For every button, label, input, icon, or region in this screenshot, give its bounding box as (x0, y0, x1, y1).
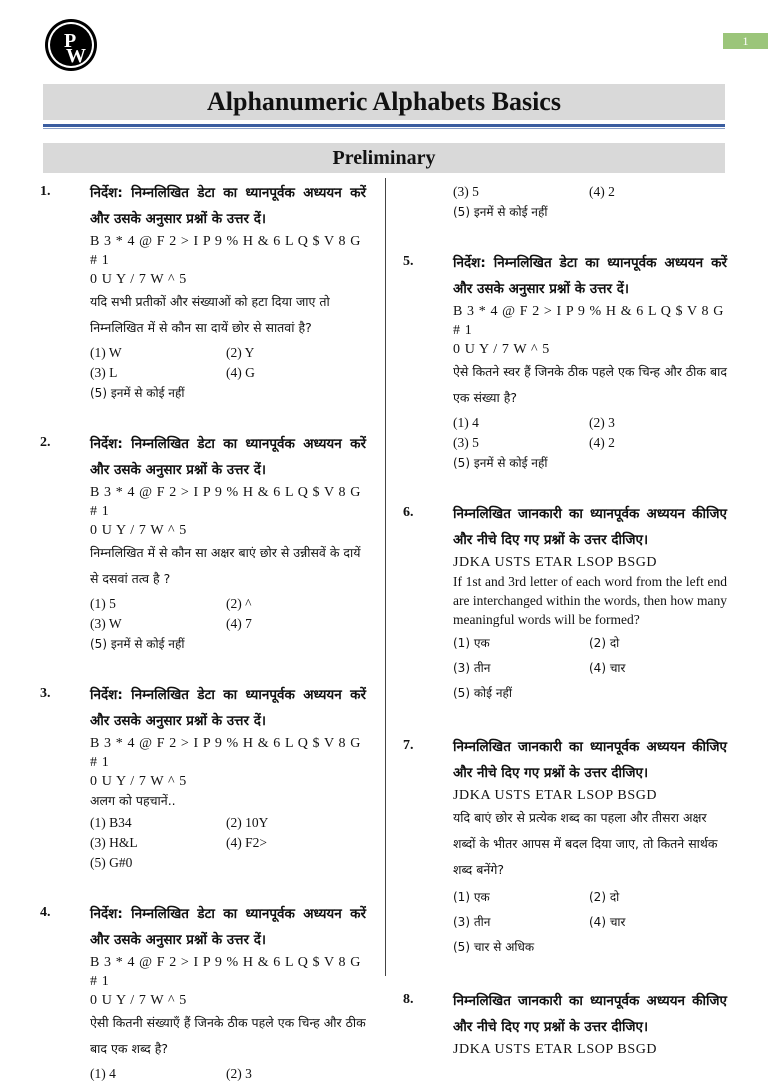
question-7 (403, 734, 727, 960)
question-text: यदि सभी प्रतीकों और संख्याओं को हटा दिया जाए तो निम्नलिखित में से कौन सा दायें छोर से सातवां है? (90, 294, 330, 335)
question-4 (40, 901, 366, 1084)
option-3[interactable]: (3) 5 (453, 435, 479, 450)
sequence-line-1: B 3 * 4 @ F 2 > I P 9 % H & 6 L Q $ V 8 G # 1 (90, 234, 361, 268)
option-5[interactable]: (5) G#0 (90, 855, 133, 870)
svg-text:W: W (66, 45, 86, 67)
option-5[interactable]: (5) इनमें से कोई नहीं (90, 386, 185, 400)
option-4[interactable]: (4) F2> (226, 835, 267, 850)
option-1[interactable]: (1) 4 (453, 415, 479, 430)
directions: निर्देश: निम्नलिखित डेटा का ध्यानपूर्वक अध्ययन करें और उसके अनुसार प्रश्नों के उत्तर दें। (453, 255, 727, 297)
directions: निम्नलिखित जानकारी का ध्यानपूर्वक अध्ययन कीजिए और नीचे दिए गए प्रश्नों के उत्तर दीजिए। (453, 993, 727, 1035)
question-text: निम्नलिखित में से कौन सा अक्षर बाएं छोर से उन्नीसवें के दायें से दसवां तत्व है ? (90, 545, 361, 586)
option-4[interactable]: (4) 7 (226, 616, 252, 631)
sequence-line-2: 0 U Y / 7 W ^ 5 (90, 523, 187, 538)
option-4[interactable]: (4) चार (589, 915, 626, 929)
question-6 (403, 501, 727, 706)
sequence-line-1: B 3 * 4 @ F 2 > I P 9 % H & 6 L Q $ V 8 G # 1 (453, 304, 724, 338)
sequence-line-2: 0 U Y / 7 W ^ 5 (453, 342, 550, 357)
option-1[interactable]: (1) 4 (90, 1066, 116, 1081)
option-3[interactable]: (3) तीन (453, 661, 491, 675)
option-4[interactable]: (4) G (226, 365, 255, 380)
question-5 (403, 250, 727, 473)
word-list: JDKA USTS ETAR LSOP BSGD (453, 788, 658, 803)
option-2[interactable]: (2) दो (589, 636, 620, 650)
left-column (40, 180, 366, 1084)
question-text: If 1st and 3rd letter of each word from the left end are interchanged within the words, then how many meaningful words will be formed? (453, 574, 727, 627)
section-heading: Preliminary (43, 143, 725, 173)
question-text: अलग को पहचानें.. (90, 793, 176, 808)
question-number: 5. (403, 254, 414, 269)
directions: निर्देश: निम्नलिखित डेटा का ध्यानपूर्वक अध्ययन करें और उसके अनुसार प्रश्नों के उत्तर दें। (90, 436, 366, 478)
option-5[interactable]: (5) कोई नहीं (453, 686, 512, 700)
word-list: JDKA USTS ETAR LSOP BSGD (453, 1042, 658, 1057)
question-number: 4. (40, 905, 51, 920)
directions: निर्देश: निम्नलिखित डेटा का ध्यानपूर्वक अध्ययन करें और उसके अनुसार प्रश्नों के उत्तर दें। (90, 906, 366, 948)
option-2[interactable]: (2) दो (589, 890, 620, 904)
option-2[interactable]: (2) ^ (226, 596, 252, 611)
option-5[interactable]: (5) इनमें से कोई नहीं (90, 637, 185, 651)
option-3[interactable]: (3) H&L (90, 835, 138, 850)
question-number: 7. (403, 738, 414, 753)
word-list: JDKA USTS ETAR LSOP BSGD (453, 555, 658, 570)
page-title: Alphanumeric Alphabets Basics (43, 84, 725, 120)
question-2 (40, 431, 366, 654)
right-column (403, 180, 727, 1059)
sequence-line-1: B 3 * 4 @ F 2 > I P 9 % H & 6 L Q $ V 8 G # 1 (90, 955, 361, 989)
option-3[interactable]: (3) L (90, 365, 118, 380)
sequence-line-1: B 3 * 4 @ F 2 > I P 9 % H & 6 L Q $ V 8 G # 1 (90, 485, 361, 519)
option-1[interactable]: (1) B34 (90, 815, 132, 830)
directions: निम्नलिखित जानकारी का ध्यानपूर्वक अध्ययन कीजिए और नीचे दिए गए प्रश्नों के उत्तर दीजिए। (453, 739, 727, 781)
question-text: ऐसी कितनी संख्याएँ हैं जिनके ठीक पहले एक चिन्ह और ठीक बाद एक शब्द है? (90, 1015, 366, 1056)
directions: निर्देश: निम्नलिखित डेटा का ध्यानपूर्वक अध्ययन करें और उसके अनुसार प्रश्नों के उत्तर दें। (90, 687, 366, 729)
page-number: 1 (723, 33, 768, 49)
sequence-line-2: 0 U Y / 7 W ^ 5 (90, 774, 187, 789)
option-1[interactable]: (1) W (90, 345, 122, 360)
option-2[interactable]: (2) 10Y (226, 815, 269, 830)
option-1[interactable]: (1) 5 (90, 596, 116, 611)
option-4[interactable]: (4) 2 (589, 435, 615, 450)
directions: निर्देश: निम्नलिखित डेटा का ध्यानपूर्वक अध्ययन करें और उसके अनुसार प्रश्नों के उत्तर दें। (90, 185, 366, 227)
option-2[interactable]: (2) 3 (226, 1066, 252, 1081)
directions: निम्नलिखित जानकारी का ध्यानपूर्वक अध्ययन कीजिए और नीचे दिए गए प्रश्नों के उत्तर दीजिए। (453, 506, 727, 548)
column-divider (385, 178, 386, 976)
sequence-line-2: 0 U Y / 7 W ^ 5 (90, 272, 187, 287)
sequence-line-2: 0 U Y / 7 W ^ 5 (90, 993, 187, 1008)
option-2[interactable]: (2) 3 (589, 415, 615, 430)
svg-text:P: P (64, 30, 77, 52)
pw-logo (44, 18, 98, 72)
option-3[interactable]: (3) 5 (453, 184, 479, 199)
option-4[interactable]: (4) 2 (589, 184, 615, 199)
question-text: ऐसे कितने स्वर हैं जिनके ठीक पहले एक चिन्ह और ठीक बाद एक संख्या है? (453, 364, 727, 405)
option-5[interactable]: (5) इनमें से कोई नहीं (453, 205, 548, 219)
option-1[interactable]: (1) एक (453, 636, 490, 650)
option-5[interactable]: (5) इनमें से कोई नहीं (453, 456, 548, 470)
option-2[interactable]: (2) Y (226, 345, 255, 360)
option-4[interactable]: (4) चार (589, 661, 626, 675)
sequence-line-1: B 3 * 4 @ F 2 > I P 9 % H & 6 L Q $ V 8 G # 1 (90, 736, 361, 770)
question-number: 8. (403, 992, 414, 1007)
option-5[interactable]: (5) चार से अधिक (453, 940, 535, 954)
title-rule (43, 124, 725, 127)
question-4-continued (403, 180, 727, 222)
question-3 (40, 682, 366, 873)
option-3[interactable]: (3) W (90, 616, 122, 631)
option-1[interactable]: (1) एक (453, 890, 490, 904)
question-number: 6. (403, 505, 414, 520)
option-3[interactable]: (3) तीन (453, 915, 491, 929)
question-number: 2. (40, 435, 51, 450)
question-number: 3. (40, 686, 51, 701)
question-text: यदि बाएं छोर से प्रत्येक शब्द का पहला और तीसरा अक्षर शब्दों के भीतर आपस में बदल दिया जाए, तो कितने सार्थक शब्द बनेंगे? (453, 810, 718, 877)
question-1 (40, 180, 366, 403)
question-number: 1. (40, 184, 51, 199)
title-rule-thin (43, 128, 725, 129)
